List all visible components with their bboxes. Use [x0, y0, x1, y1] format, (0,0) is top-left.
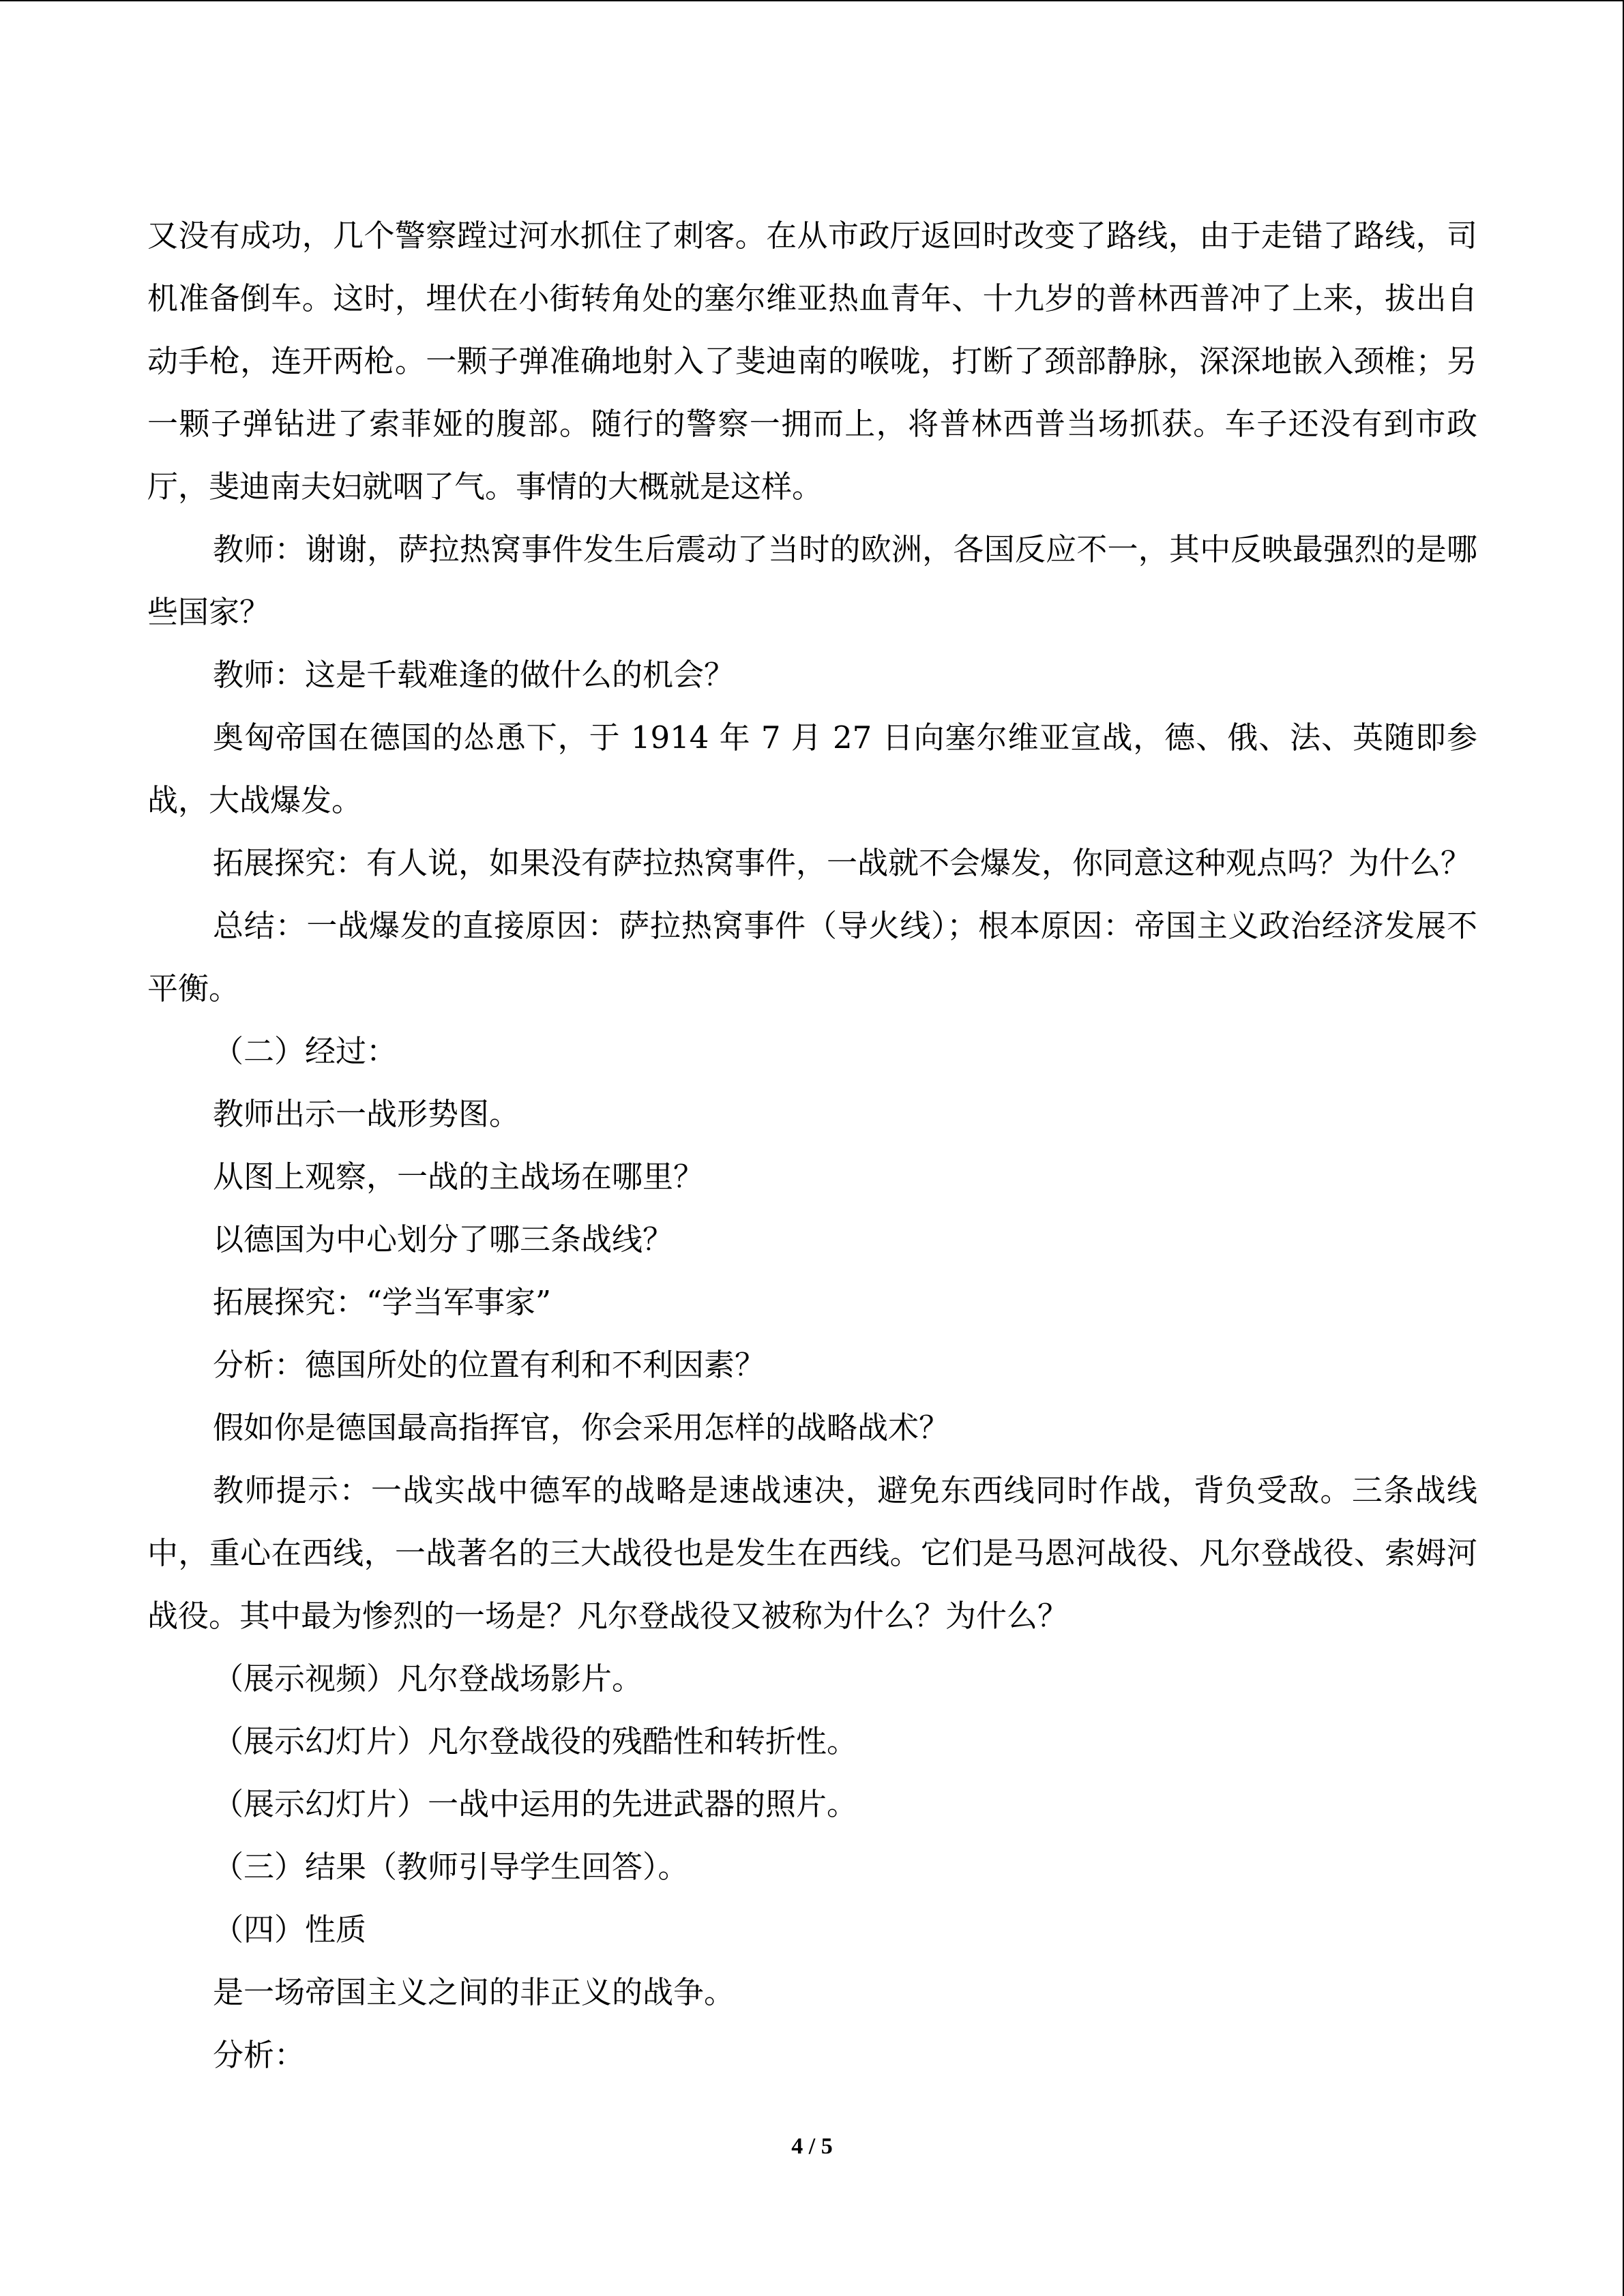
paragraph-20: 分析： — [213, 2037, 306, 2073]
paragraph-13: 教师提示：一战实战中德军的战略是速战速决，避免东西线同时作战，背负受敌。三条战线中，重心在西线，一战著名的三大战役也是发生在西线。它们是马恩河战役、凡尔登战役、索姆河战役。其中最为惨烈的一场是？凡尔登战役又被称为什么？为什么？ — [147, 1472, 1477, 1634]
section-heading-course: （二）经过： — [213, 1033, 398, 1069]
section-heading-result: （三）结果（教师引导学生回答）。 — [213, 1849, 689, 1885]
paragraph-19: 是一场帝国主义之间的非正义的战争。 — [213, 1974, 735, 2010]
paragraph-15: （展示幻灯片）凡尔登战役的残酷性和转折性。 — [213, 1723, 858, 1759]
paragraph-8: 从图上观察，一战的主战场在哪里？ — [213, 1159, 705, 1195]
document-body — [147, 205, 1477, 2087]
paragraph-3: 奥匈帝国在德国的怂恿下，于 1914 年 7 月 27 日向塞尔维亚宣战，德、俄、法、英随即参战，大战爆发。 — [147, 719, 1477, 818]
paragraph-10: 拓展探究：“学当军事家” — [213, 1284, 552, 1320]
paragraph-2: 教师：这是千载难逢的做什么的机会？ — [213, 657, 735, 693]
paragraph-1: 教师：谢谢，萨拉热窝事件发生后震动了当时的欧洲，各国反应不一，其中反映最强烈的是哪些国家？ — [147, 531, 1477, 630]
paragraph-0: 又没有成功，几个警察蹚过河水抓住了刺客。在从市政厅返回时改变了路线，由于走错了路线，司机准备倒车。这时，埋伏在小街转角处的塞尔维亚热血青年、十九岁的普林西普冲了上来，拔出自动手枪，连开两枪。一颗子弹准确地射入了斐迪南的喉咙，打断了颈部静脉，深深地嵌入颈椎；另一颗子弹钻进了索菲娅的腹部。随行的警察一拥而上，将普林西普当场抓获。车子还没有到市政厅，斐迪南夫妇就咽了气。事情的大概就是这样。 — [147, 218, 1477, 505]
page-number: 4 / 5 — [791, 2134, 833, 2159]
paragraph-11: 分析：德国所处的位置有利和不利因素？ — [213, 1347, 766, 1383]
section-heading-nature: （四）性质 — [213, 1911, 367, 1948]
paragraph-7: 教师出示一战形势图。 — [213, 1096, 520, 1132]
paragraph-14: （展示视频）凡尔登战场影片。 — [213, 1660, 643, 1697]
paragraph-9: 以德国为中心划分了哪三条战线？ — [213, 1221, 674, 1257]
paragraph-16: （展示幻灯片）一战中运用的先进武器的照片。 — [213, 1786, 858, 1822]
paragraph-5: 总结：一战爆发的直接原因：萨拉热窝事件（导火线）；根本原因：帝国主义政治经济发展不平衡。 — [147, 908, 1477, 1007]
paragraph-4: 拓展探究：有人说，如果没有萨拉热窝事件，一战就不会爆发，你同意这种观点吗？为什么？ — [213, 845, 1472, 881]
paragraph-12: 假如你是德国最高指挥官，你会采用怎样的战略战术？ — [213, 1410, 950, 1446]
